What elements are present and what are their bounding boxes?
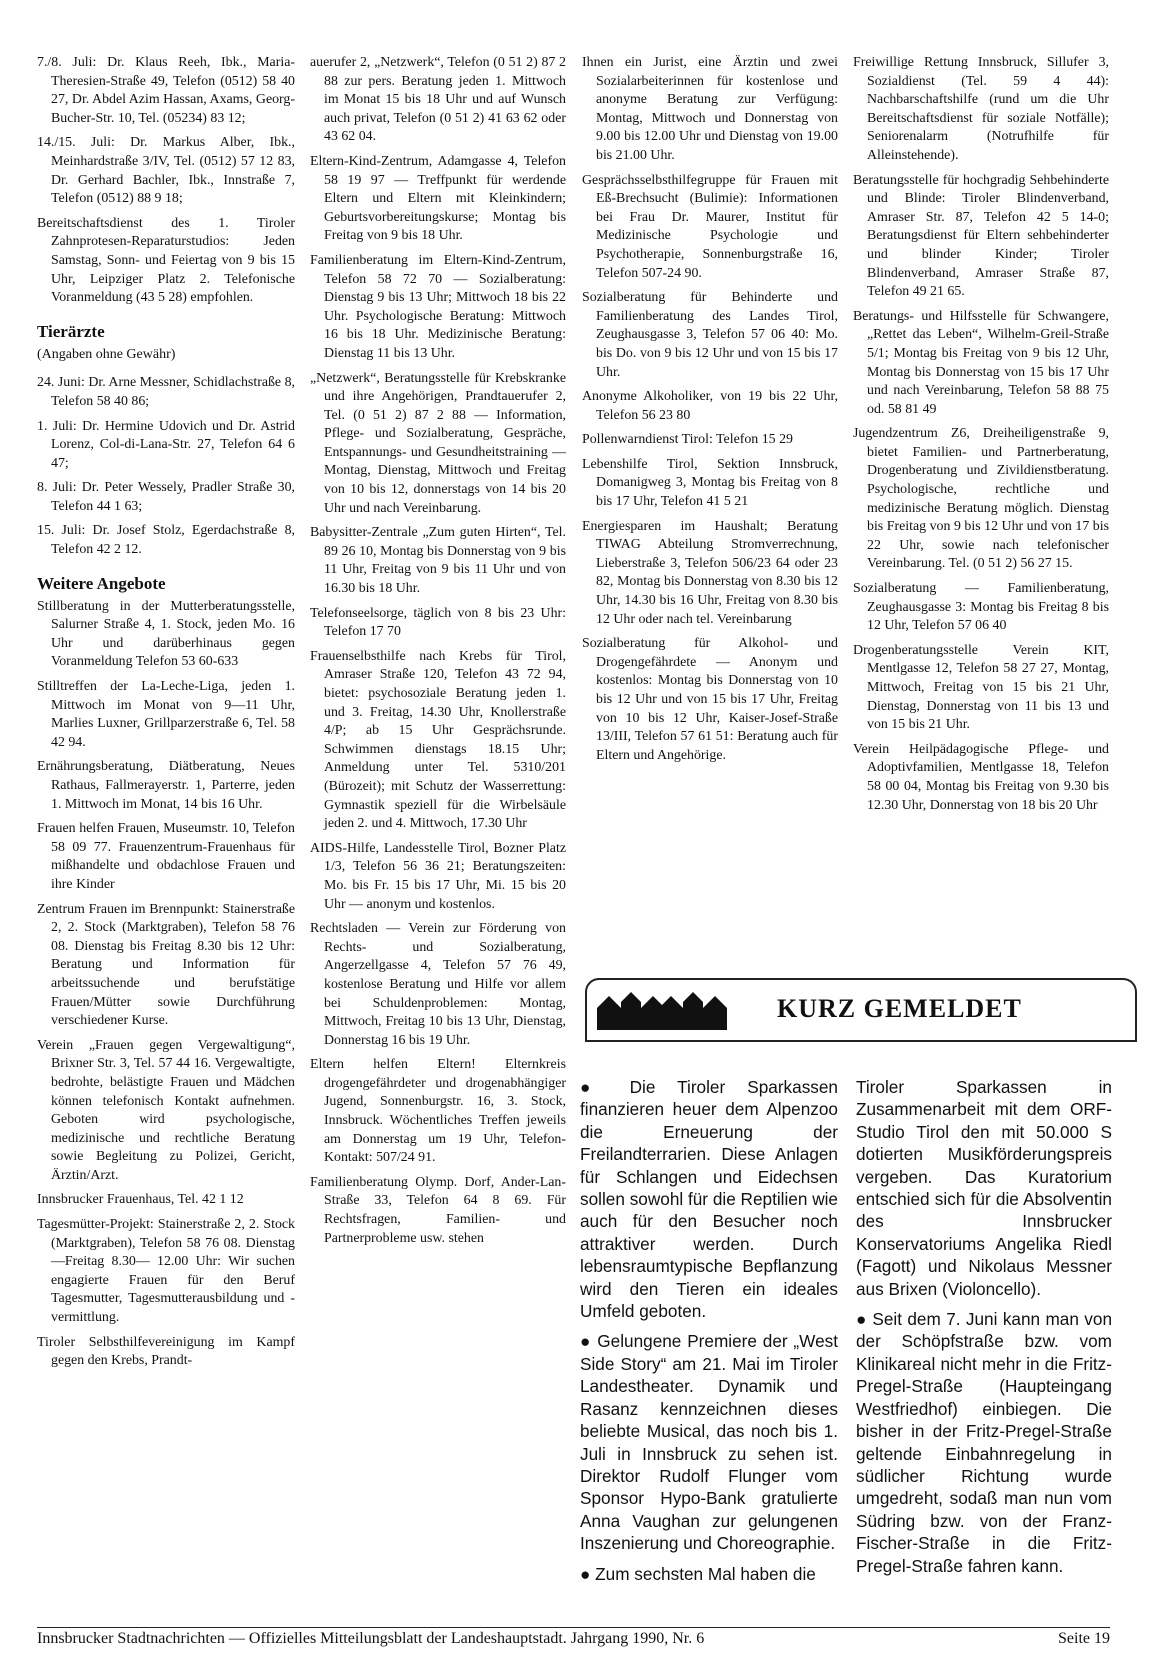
paragraph: Verein Heilpädagogische Pflege- und Adoptivfamilien, Mentlgasse 18, Telefon 58 00 04, Montag bis Freitag von 9.30 bis 12.30 Uhr, Donnerstag von 18 bis 20 Uhr [853,741,1109,813]
paragraph: Sozialberatung — Familienberatung, Zeughausgasse 3: Montag bis Freitag 8 bis 12 Uhr, Telefon 57 06 40 [853,581,1109,634]
page-number: Seite 19 [1058,1630,1110,1647]
news-item: ● Gelungene Premiere der „West Side Story“ am 21. Mai im Tiroler Landestheater. Dynamik und Rasanz kennzeichnen dieses beliebte Musical, das noch bis 1. Juli in Innsbruck zu sehen ist. Direktor Rudolf Flunger vom Sponsor Hypo-Bank gratulierte Anna Vaughan zur gelungenen Inszenierung und Choreographie. [580,1331,838,1554]
column-3 [582,54,838,771]
column-4 [853,54,1109,821]
paragraph: Frauenselbsthilfe nach Krebs für Tirol, Amraser Straße 120, Telefon 43 72 94, bietet: psychosoziale Beratung jeden 1. und 3. Freitag, 14.30 Uhr, Knollerstraße 4/P; ab 15 Uhr Gesprächsrunde. Schwimmen dienstags 18.15 Uhr; Anmeldung unter Tel. 5310/201 (Bürozeit); mit Schutz der Wasserrettung: Gymnastik speziell für die Wirbelsäule jeden 2. und 4. Mittwoch, 17.30 Uhr [310,648,566,832]
paragraph: Pollenwarndienst Tirol: Telefon 15 29 [582,432,793,448]
paragraph: Anonyme Alkoholiker, von 19 bis 22 Uhr, Telefon 56 23 80 [582,389,838,423]
paragraph: 1. Juli: Dr. Hermine Udovich und Dr. Astrid Lorenz, Col-di-Lana-Str. 27, Telefon 64 6 47; [37,418,295,471]
paragraph: Bereitschaftsdienst des 1. Tiroler Zahnprotesen-Reparaturstudios: Jeden Samstag, Sonn- und Feiertag von 9 bis 15 Uhr, Leipziger Platz 2. Telefonische Voranmeldung (43 5 28) empfohlen. [37,215,295,306]
paragraph: Drogenberatungsstelle Verein KIT, Mentlgasse 12, Telefon 58 27 27, Montag, Mittwoch, Freitag von 15 bis 21 Uhr, Dienstag, Donnerstag von 11 bis 13 und von 15 bis 21 Uhr. [853,642,1109,733]
paragraph: Beratungs- und Hilfsstelle für Schwangere, „Rettet das Leben“, Wilhelm-Greil-Straße 5/1; Montag bis Freitag von 9 bis 12 Uhr, Montag bis Donnerstag von 15 bis 17 Uhr und nach Vereinbarung, Telefon 58 88 75 od. 58 81 49 [853,308,1109,417]
paragraph: Lebenshilfe Tirol, Sektion Innsbruck, Domanigweg 3, Montag bis Freitag von 8 bis 17 Uhr, Telefon 41 5 21 [582,456,838,510]
news-item: ● Seit dem 7. Juni kann man von der Schöpfstraße bzw. vom Klinikareal nicht mehr in die Fritz-Pregel-Straße (Haupteingang Westfriedhof) einbiegen. Die bisher in der Fritz-Pregel-Straße geltende Einbahnregelung in südlicher Richtung wurde umgedreht, sodaß man nun vom Südring bzw. von der Franz-Fischer-Straße in die Fritz-Pregel-Straße fahren kann. [856,1309,1112,1576]
section-heading-weitere: Weitere Angebote [37,573,166,593]
paragraph: auerufer 2, „Netzwerk“, Telefon (0 51 2) 87 2 88 zur pers. Beratung jeden 1. Mittwoch im Monat 15 bis 18 Uhr und auf Wunsch auch privat, Telefon (0 51 2) 41 63 62 oder 43 62 04. [310,55,566,145]
page-footer [37,1627,1110,1648]
paragraph: Ihnen ein Jurist, eine Ärztin und zwei Sozialarbeiterinnen für kostenlose und anonyme Beratung zur Verfügung: Montag, Mittwoch und Donnerstag von 9.00 bis 12.00 Uhr und Dienstag von 19.00 bis 21.00 Uhr. [582,55,838,163]
paragraph: Eltern helfen Eltern! Elternkreis drogengefährdeter und drogenabhängiger Jugend, Sonnenburgstr. 16, 3. Stock, Innsbruck. Wöchentliches Treffen jeweils am Donnerstag um 19 Uhr, Telefon-Kontakt: 507/24 91. [310,1057,566,1166]
banner-title: KURZ GEMELDET [777,994,1022,1023]
paragraph: „Netzwerk“, Beratungsstelle für Krebskranke und ihre Angehörigen, Prandtauerufer 2, Tel. (0 51 2) 87 2 88 — Information, Pflege- und Sozialberatung, Gespräche, Entspannungs- und Gesundheitstraining — Montag, Dienstag, Mittwoch und Freitag von 10 bis 12, donnerstags von 14 bis 20 Uhr und nach Vereinbarung. [310,370,566,516]
paragraph: Energiesparen im Haushalt; Beratung TIWAG Abteilung Stromverrechnung, Lieberstraße 3, Telefon 506/23 64 oder 23 82, Montag bis Donnerstag von 8.30 bis 12 Uhr, 14.30 bis 16 Uhr, Freitag von 8.30 bis 12 Uhr oder nach tel. Vereinbarung [582,518,838,627]
paragraph: Tiroler Selbsthilfevereinigung im Kampf gegen den Krebs, Prandt- [37,1334,295,1369]
paragraph: 15. Juli: Dr. Josef Stolz, Egerdachstraße 8, Telefon 42 2 12. [37,523,295,558]
paragraph: Beratungsstelle für hochgradig Sehbehinderte und Blinde: Tiroler Blindenverband, Amraser Str. 87, Telefon 42 5 14-0; Beratungsdienst für Eltern sehbehinderter und blinder Kinder; Tiroler Blindenverband, Amraser Straße 87, Telefon 49 21 65. [853,172,1109,300]
paragraph: Familienberatung im Eltern-Kind-Zentrum, Telefon 58 72 70 — Sozialberatung: Dienstag 9 bis 13 Uhr; Mittwoch 18 bis 22 Uhr. Psychologische Beratung: Mittwoch 16 bis 18 Uhr. Medizinische Beratung: Dienstag 11 bis 13 Uhr. [310,252,566,361]
news-column-2 [856,1076,1112,1585]
column-1 [37,54,295,1377]
paragraph: AIDS-Hilfe, Landesstelle Tirol, Bozner Platz 1/3, Telefon 56 36 21; Beratungszeiten: Mo. bis Fr. 15 bis 17 Uhr, Mi. 15 bis 20 Uhr — anonym und kostenlos. [310,840,566,912]
paragraph: Freiwillige Rettung Innsbruck, Sillufer 3, Sozialdienst (Tel. 59 4 44): Nachbarschaftshilfe (rund um die Uhr Bereitschaftsdienst für soziale Notfälle); Seniorenalarm (Notrufhilfe für Alleinstehende). [853,55,1109,163]
paragraph: Stilltreffen der La-Leche-Liga, jeden 1. Mittwoch im Monat von 9—11 Uhr, Marlies Luxner, Grillparzerstraße 6, Tel. 58 42 94. [37,679,295,750]
building-silhouette-icon [597,988,727,1030]
paragraph: 24. Juni: Dr. Arne Messner, Schidlachstraße 8, Telefon 58 40 86; [37,375,295,409]
paragraph: Telefonseelsorge, täglich von 8 bis 23 Uhr: Telefon 17 70 [310,605,566,640]
paragraph: Frauen helfen Frauen, Museumstr. 10, Telefon 58 09 77. Frauenzentrum-Frauenhaus für mißhandelte und obdachlose Frauen und ihre Kinder [37,821,295,892]
paragraph: Zentrum Frauen im Brennpunkt: Stainerstraße 2, 2. Stock (Marktgraben), Telefon 58 76 08. Dienstag bis Freitag 8.30 bis 12 Uhr: Beratung und Information für arbeitssuchende und berufstätige Frauen/Mütter sowie Durchführung verschiedener Kurse. [37,901,295,1029]
news-item: ● Die Tiroler Sparkassen finanzieren heuer dem Alpenzoo die Erneuerung der Freilandterrarien. Diese Anlagen für Schlangen und Eidechsen sollen sowohl für die Reptilien wie auch für den Besucher noch attraktiver werden. Durch lebensraumtypische Bepflanzung wird den Tieren ein ideales Umfeld geboten. [580,1077,838,1322]
section-subheading: (Angaben ohne Gewähr) [37,346,176,362]
paragraph: Familienberatung Olymp. Dorf, Ander-Lan-Straße 33, Telefon 64 8 69. Für Rechtsfragen, Familien- und Partnerprobleme usw. stehen [310,1174,566,1246]
paragraph: Jugendzentrum Z6, Dreiheiligenstraße 9, bietet Familien- und Partnerberatung, Drogenberatung und Zivildienstberatung. Psychologische, rechtliche und medizinische Beratung möglich. Dienstag bis Freitag von 9 bis 12 Uhr und von 17 bis 22 Uhr, sowie nach telefonischer Vereinbarung. Tel. (0 51 2) 56 27 15. [853,426,1109,572]
paragraph: Innsbrucker Frauenhaus, Tel. 42 1 12 [37,1192,244,1208]
paragraph: Ernährungsberatung, Diätberatung, Neues Rathaus, Fallmerayerstr. 1, Parterre, jeden 1. Mittwoch im Monat, 14 bis 16 Uhr. [37,759,295,812]
kurz-gemeldet-banner [585,978,1137,1042]
news-column-1 [580,1076,838,1593]
column-2 [310,54,566,1254]
paragraph: Sozialberatung für Alkohol- und Drogengefährdete — Anonym und kostenlos: Montag bis Donnerstag von 10 bis 12 Uhr und von 15 bis 17 Uhr, Freitag von 10 bis 12 Uhr, Kaiser-Josef-Straße 13/III, Telefon 57 61 51: Beratung auch für Eltern und Angehörige. [582,636,838,763]
section-heading-tieraerzte: Tierärzte [37,321,105,341]
paragraph: Eltern-Kind-Zentrum, Adamgasse 4, Telefon 58 19 97 — Treffpunkt für werdende Eltern und Eltern mit Kleinkindern; Geburtsvorbereitungskurse; Montag bis Freitag von 9 bis 18 Uhr. [310,153,566,244]
paragraph: Rechtsladen — Verein zur Förderung von Rechts- und Sozialberatung, Angerzellgasse 4, Telefon 57 76 49, kostenlose Beratung und Hilfe vor allem bei Schuldenproblemen: Montag, Mittwoch, Freitag 10 bis 13 Uhr, Dienstag, Donnerstag 16 bis 19 Uhr. [310,921,566,1048]
news-item: Tiroler Sparkassen in Zusammenarbeit mit dem ORF-Studio Tirol den mit 50.000 S dotierten Musikförderungspreis vergeben. Das Kuratorium entschied sich für die Absolventin des Innsbrucker Konservatoriums Angelika Riedl (Fagott) und Nikolaus Messner aus Brixen (Violoncello). [856,1077,1112,1299]
paragraph: Stillberatung in der Mutterberatungsstelle, Salurner Straße 4, 1. Stock, jeden Mo. 16 Uhr und darüberhinaus gegen Voranmeldung Telefon 53 60-633 [37,598,295,670]
paragraph: Gesprächsselbsthilfegruppe für Frauen mit Eß-Brechsucht (Bulimie): Informationen bei Frau Dr. Maurer, Institut für Medizinische Psychologie und Psychotherapie, Sonnenburgstraße 16, Telefon 507-24 90. [582,172,838,281]
paragraph: Tagesmütter-Projekt: Stainerstraße 2, 2. Stock (Marktgraben), Telefon 58 76 08. Dienstag—Freitag 8.30— 12.00 Uhr: Wir suchen engagierte Frauen für den Beruf Tagesmutter, Tagesmutterausbildung und -vermittlung. [37,1217,295,1326]
paragraph: 8. Juli: Dr. Peter Wessely, Pradler Straße 30, Telefon 44 1 63; [37,480,295,514]
news-item: ● Zum sechsten Mal haben die [580,1563,816,1584]
paragraph: Sozialberatung für Behinderte und Familienberatung des Landes Tirol, Zeughausgasse 3, Telefon 57 06 40: Mo. bis Do. von 9 bis 12 Uhr und von 15 bis 17 Uhr. [582,290,838,380]
paragraph: 14./15. Juli: Dr. Markus Alber, Ibk., Meinhardstraße 3/IV, Tel. (0512) 57 12 83, Dr. Gerhard Bachler, Ibk., Innstraße 7, Telefon (0512) 88 9 18; [37,135,295,207]
paragraph: Verein „Frauen gegen Vergewaltigung“, Brixner Str. 3, Tel. 57 44 16. Vergewaltigte, bedrohte, belästigte Frauen und Mädchen können telefonisch Kontakt aufnehmen. Geboten wird psychologische, medizinische und rechtliche Beratung sowie Begleitung zu Polizei, Gericht, Ärztin/Arzt. [37,1037,295,1183]
footer-publication: Innsbrucker Stadtnachrichten — Offizielles Mitteilungsblatt der Landeshauptstadt. Jahrgang 1990, Nr. 6 [37,1630,705,1647]
paragraph: 7./8. Juli: Dr. Klaus Reeh, Ibk., Maria-Theresien-Straße 49, Telefon (0512) 58 40 27, Dr. Abdel Azim Hassan, Axams, Georg-Bucher-Str. 10, Tel. (05234) 83 12; [37,55,295,126]
paragraph: Babysitter-Zentrale „Zum guten Hirten“, Tel. 89 26 10, Montag bis Donnerstag von 9 bis 11 Uhr, Freitag von 9 bis 11 Uhr und von 16.30 bis 18 Uhr. [310,525,566,597]
